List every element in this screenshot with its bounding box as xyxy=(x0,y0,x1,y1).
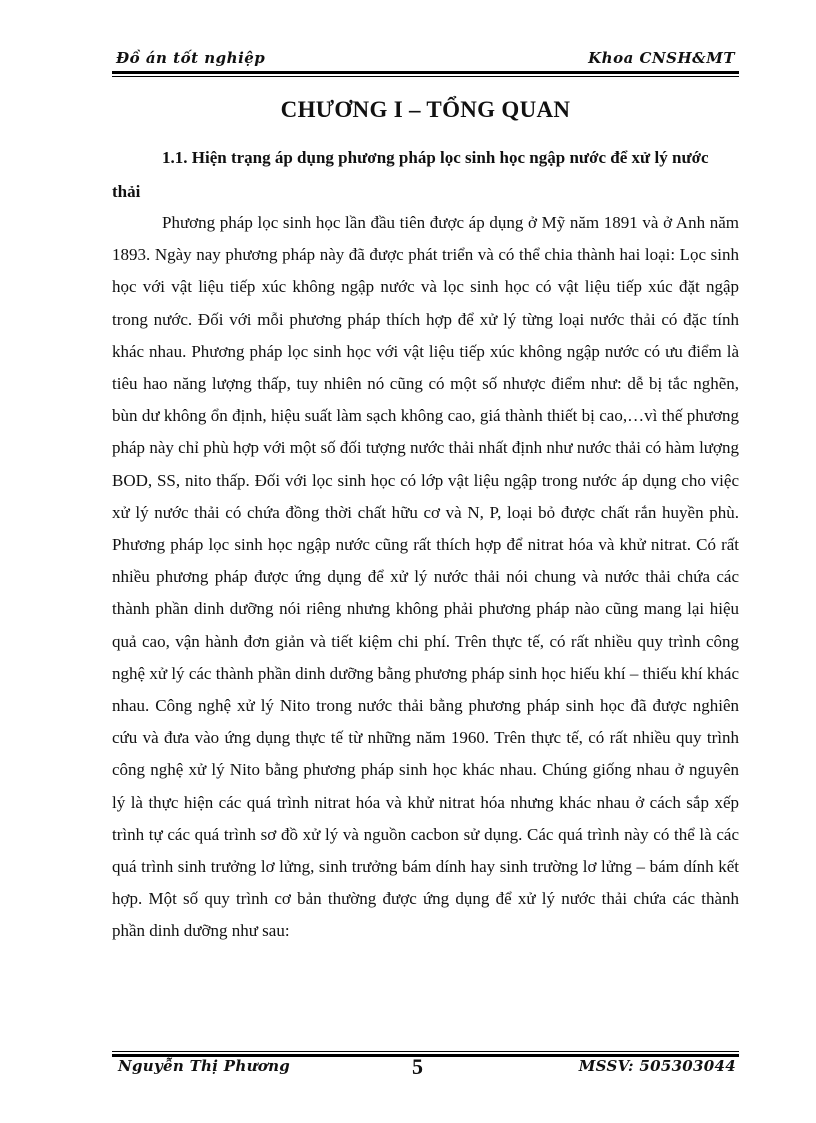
section-heading: 1.1. Hiện trạng áp dụng phương pháp lọc sinh học ngập nước để xử lý nước thải xyxy=(112,148,709,201)
page-header xyxy=(112,49,739,71)
header-rule-thin xyxy=(112,76,739,77)
header-faculty: Khoa CNSH&MT xyxy=(588,49,735,67)
footer-author: Nguyễn Thị Phương xyxy=(118,1057,291,1075)
header-rule-thick xyxy=(112,71,739,74)
header-document-type: Đồ án tốt nghiệp xyxy=(116,49,266,67)
footer-rule-thin xyxy=(112,1051,739,1052)
body-paragraph: Phương pháp lọc sinh học lần đầu tiên được áp dụng ở Mỹ năm 1891 và ở Anh năm 1893. Ngày nay phương pháp này đã được phát triển và có thể chia thành hai loại: Lọc sinh học với vật liệu tiếp xúc không ngập nước và lọc sinh học có vật liệu tiếp xúc đặt ngập trong nước. Đối với mỗi phương pháp thích hợp để xử lý từng loại nước thải có đặc tính khác nhau. Phương pháp lọc sinh học với vật liệu tiếp xúc không ngập nước có ưu điểm là tiêu hao năng lượng thấp, tuy nhiên nó cũng có một số nhược điểm như: dễ bị tắc nghẽn, bùn dư không ổn định, hiệu suất làm sạch không cao, giá thành thiết bị cao,…vì thế phương pháp này chỉ phù hợp với một số đối tượng nước thải nhất định như nước thải có hàm lượng BOD, SS, nito thấp. Đối với lọc sinh học có lớp vật liệu ngập trong nước áp dụng cho việc xử lý nước thải có chứa đồng thời chất hữu cơ và N, P, loại bỏ được chất rắn huyền phù. Phương pháp lọc sinh học ngập nước cũng rất thích hợp để nitrat hóa và khử nitrat. Có rất nhiều phương pháp được ứng dụng để xử lý nước thải nói chung và nước thải chứa các thành phần dinh dưỡng nói riêng nhưng không phải phương pháp nào cũng mang lại hiệu quả cao, vận hành đơn giản và tiết kiệm chi phí. Trên thực tế, có rất nhiều quy trình công nghệ xử lý các thành phần dinh dưỡng bằng phương pháp sinh học hiếu khí – thiếu khí khác nhau. Công nghệ xử lý Nito trong nước thải bằng phương pháp sinh học đã được nghiên cứu và đưa vào ứng dụng thực tế từ những năm 1960. Trên thực tế, có rất nhiều quy trình công nghệ xử lý Nito bằng phương pháp sinh học khác nhau. Chúng giống nhau ở nguyên lý là thực hiện các quá trình nitrat hóa và khử nitrat hóa nhưng khác nhau ở cách sắp xếp trình tự các quá trình sơ đồ xử lý và nguồn cacbon sử dụng. Các quá trình này có thể là các quá trình sinh trưởng lơ lửng, sinh trưởng bám dính hay sinh trường lơ lửng – bám dính kết hợp. Một số quy trình cơ bản thường được ứng dụng để xử lý nước thải chứa các thành phần dinh dưỡng như sau: xyxy=(112,213,739,941)
footer-student-id: MSSV: 505303044 xyxy=(578,1057,736,1075)
footer-page-number: 5 xyxy=(412,1054,424,1079)
chapter-title: CHƯƠNG I – TỔNG QUAN xyxy=(280,97,571,122)
